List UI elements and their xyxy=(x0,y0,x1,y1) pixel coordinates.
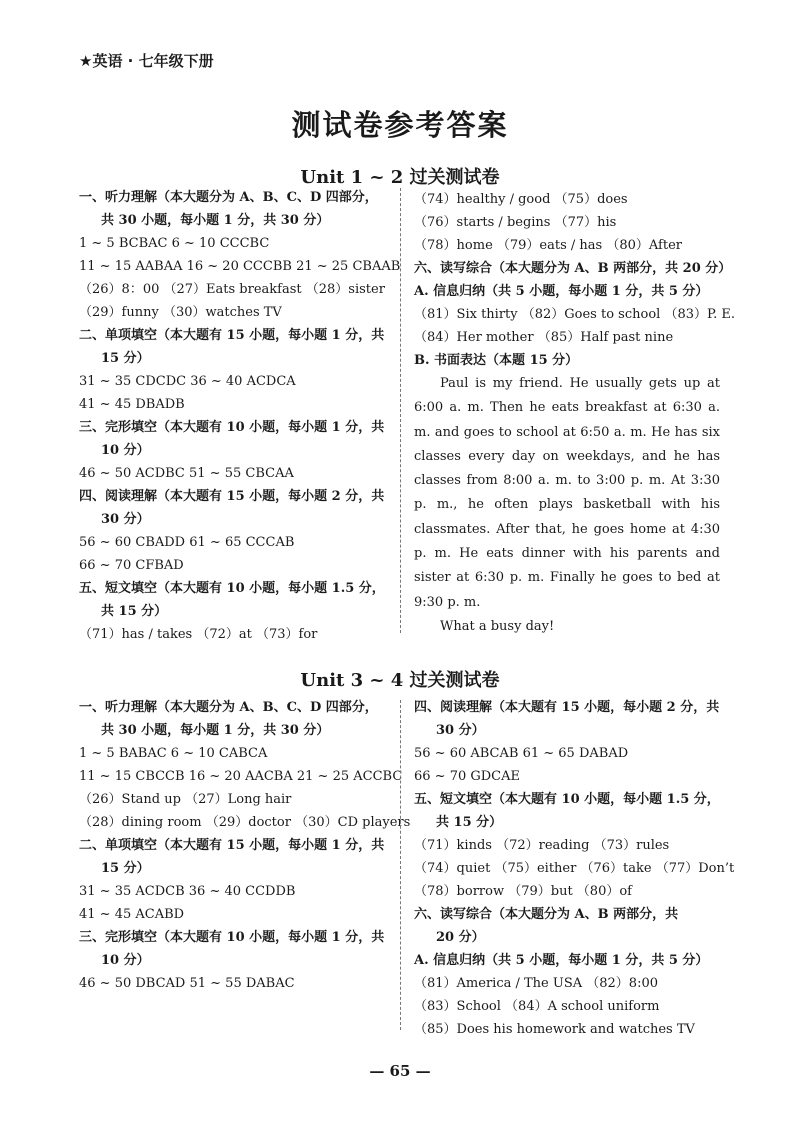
answer-line: （83）School （84）A school uniform xyxy=(414,999,660,1014)
question-heading: 15 分） xyxy=(101,861,150,876)
answer-line: 46 ~ 50 DBCAD 51 ~ 55 DABAC xyxy=(79,976,295,991)
answer-line: 46 ~ 50 ACDBC 51 ~ 55 CBCAA xyxy=(79,466,294,481)
answer-line: 56 ~ 60 CBADD 61 ~ 65 CCCAB xyxy=(79,535,295,550)
section-title-unit-1-2: Unit 1 ~ 2 过关测试卷 xyxy=(300,167,500,188)
page-title: 测试卷参考答案 xyxy=(291,108,509,142)
column-divider xyxy=(400,700,401,1030)
question-heading: 三、完形填空（本大题有 10 小题，每小题 1 分，共 xyxy=(79,930,385,945)
question-heading: 共 30 小题，每小题 1 分，共 30 分） xyxy=(101,213,330,228)
section-2-left-column xyxy=(79,696,411,995)
section-2-right-column xyxy=(414,696,735,1041)
answer-line: 11 ~ 15 CBCCB 16 ~ 20 AACBA 21 ~ 25 ACCBC xyxy=(79,769,403,784)
page-number: — 65 — xyxy=(369,1062,431,1080)
answer-line: （28）dining room （29）doctor （30）CD players xyxy=(79,815,411,830)
question-heading: 二、单项填空（本大题有 15 小题，每小题 1 分，共 xyxy=(79,328,385,343)
question-heading: 四、阅读理解（本大题有 15 小题，每小题 2 分，共 xyxy=(79,489,385,504)
answer-line: 31 ~ 35 CDCDC 36 ~ 40 ACDCA xyxy=(79,374,296,389)
answer-line: （26）8：00 （27）Eats breakfast （28）sister xyxy=(79,282,385,297)
answer-line: 11 ~ 15 AABAA 16 ~ 20 CCCBB 21 ~ 25 CBAAB xyxy=(79,259,401,274)
question-heading: 15 分） xyxy=(101,351,150,366)
answer-line: （76）starts / begins （77）his xyxy=(414,215,617,230)
answer-line: （74）healthy / good （75）does xyxy=(414,192,628,207)
question-heading: 六、读写综合（本大题分为 A、B 两部分，共 xyxy=(414,907,679,922)
question-heading: 二、单项填空（本大题有 15 小题，每小题 1 分，共 xyxy=(79,838,385,853)
answer-line: 41 ~ 45 ACABD xyxy=(79,907,185,922)
question-heading: 五、短文填空（本大题有 10 小题，每小题 1.5 分， xyxy=(414,792,720,807)
question-heading: 10 分） xyxy=(101,953,150,968)
section-title-unit-3-4: Unit 3 ~ 4 过关测试卷 xyxy=(300,670,500,691)
answer-line: 66 ~ 70 CFBAD xyxy=(79,558,184,573)
column-divider xyxy=(400,188,401,633)
question-heading: 共 15 分） xyxy=(436,815,503,830)
essay-paragraph: What a busy day! xyxy=(440,618,555,634)
question-heading: 三、完形填空（本大题有 10 小题，每小题 1 分，共 xyxy=(79,420,385,435)
question-heading: 一、听力理解（本大题分为 A、B、C、D 四部分， xyxy=(79,190,378,205)
question-heading: B. 书面表达（本题 15 分） xyxy=(414,353,579,368)
answer-line: （71）has / takes （72）at （73）for xyxy=(79,627,318,642)
question-heading: 四、阅读理解（本大题有 15 小题，每小题 2 分，共 xyxy=(414,700,720,715)
question-heading: 10 分） xyxy=(101,443,150,458)
section-1-left-column xyxy=(79,186,401,646)
answer-line: （78）borrow （79）but （80）of xyxy=(414,884,632,899)
answer-line: （85）Does his homework and watches TV xyxy=(414,1022,695,1037)
question-heading: 30 分） xyxy=(436,723,485,738)
question-heading: 30 分） xyxy=(101,512,150,527)
question-heading: 共 15 分） xyxy=(101,604,168,619)
question-heading: 20 分） xyxy=(436,930,485,945)
writing-sample xyxy=(414,372,720,639)
answer-line: （26）Stand up （27）Long hair xyxy=(79,792,292,807)
answer-line: 66 ~ 70 GDCAE xyxy=(414,769,521,784)
answer-line: （81）America / The USA （82）8:00 xyxy=(414,976,658,991)
answer-line: （84）Her mother （85）Half past nine xyxy=(414,330,674,345)
answer-line: 1 ~ 5 BABAC 6 ~ 10 CABCA xyxy=(79,746,268,761)
section-1-right-column xyxy=(414,188,735,639)
answer-line: （71）kinds （72）reading （73）rules xyxy=(414,838,670,853)
answer-line: 41 ~ 45 DBADB xyxy=(79,397,185,412)
answer-line: 56 ~ 60 ABCAB 61 ~ 65 DABAD xyxy=(414,746,629,761)
essay-paragraph: Paul is my friend. He usually gets up at 6:00 a. m. Then he eats breakfast at 6:30 a. m. and goes to school at 6:50 a. m. He has six classes every day on weekdays, and he has classes from 8:00 a. m. to 3:00 p. m. At 3:30 p. m., he often plays basketball with his classmates. After that, he goes home at 4:30 p. m. He eats dinner with his parents and sister at 6:30 p. m. Finally he goes to bed at 9:30 p. m. xyxy=(414,376,720,610)
answer-line: 31 ~ 35 ACDCB 36 ~ 40 CCDDB xyxy=(79,884,296,899)
question-heading: 一、听力理解（本大题分为 A、B、C、D 四部分， xyxy=(79,700,378,715)
answer-line: （78）home （79）eats / has （80）After xyxy=(414,238,682,253)
question-heading: A. 信息归纳（共 5 小题，每小题 1 分，共 5 分） xyxy=(414,953,709,968)
answer-line: （29）funny （30）watches TV xyxy=(79,305,282,320)
question-heading: 六、读写综合（本大题分为 A、B 两部分，共 20 分） xyxy=(414,261,732,276)
answer-line: （81）Six thirty （82）Goes to school （83）P. E. xyxy=(414,307,735,322)
answer-line: 1 ~ 5 BCBAC 6 ~ 10 CCCBC xyxy=(79,236,270,251)
answer-line: （74）quiet （75）either （76）take （77）Don’t xyxy=(414,861,735,876)
question-heading: A. 信息归纳（共 5 小题，每小题 1 分，共 5 分） xyxy=(414,284,709,299)
question-heading: 共 30 小题，每小题 1 分，共 30 分） xyxy=(101,723,330,738)
book-header: ★英语 · 七年级下册 xyxy=(79,52,214,70)
question-heading: 五、短文填空（本大题有 10 小题，每小题 1.5 分， xyxy=(79,581,385,596)
